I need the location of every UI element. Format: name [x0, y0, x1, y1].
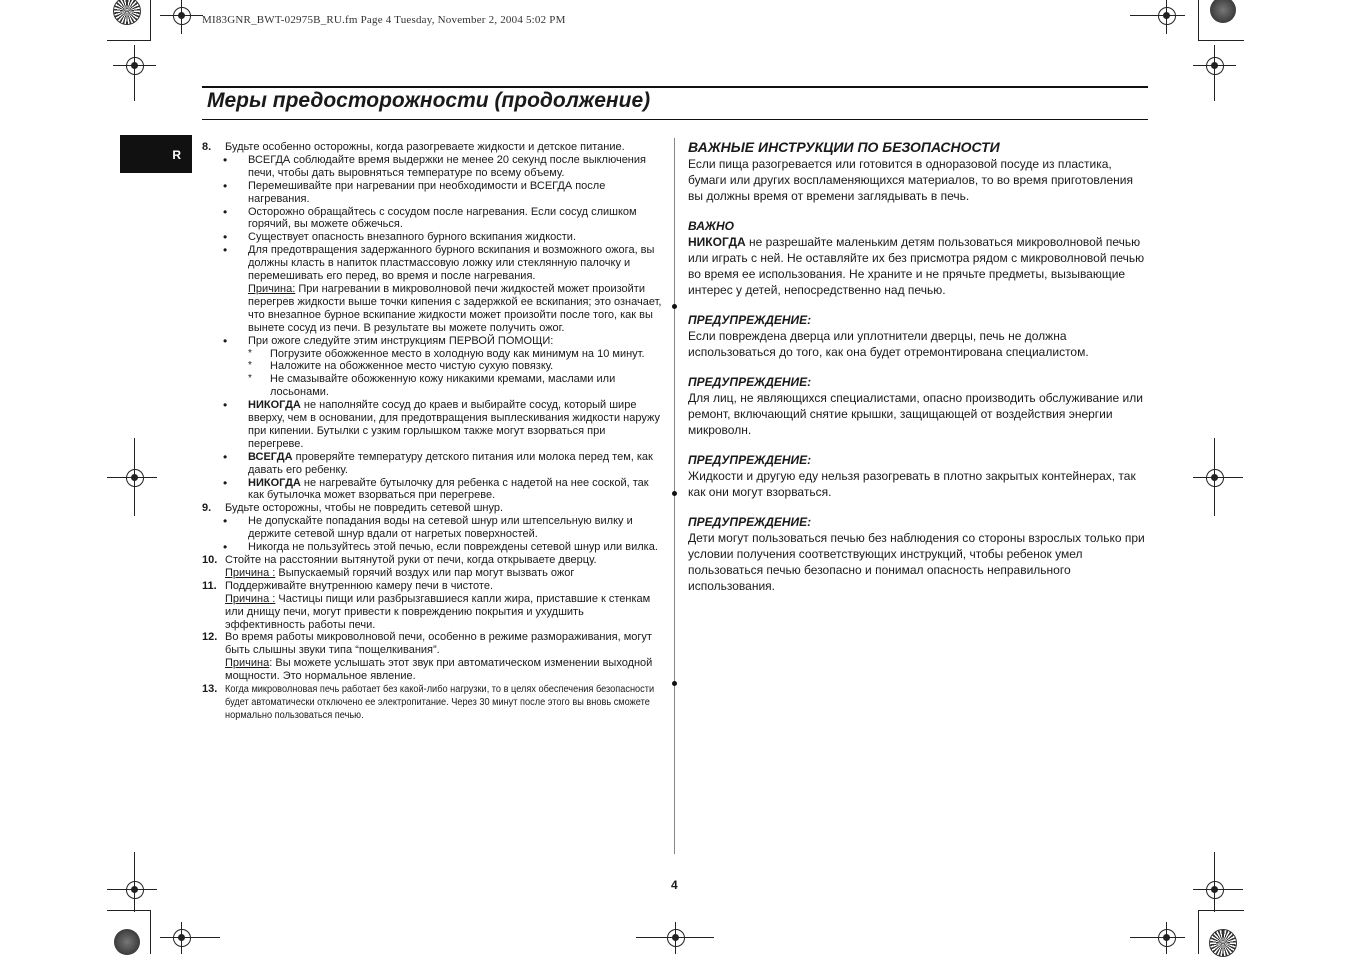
right-column	[688, 138, 1148, 594]
bullet-text: не наполняйте сосуд до краев и выбирайте сосуд, который шире вверху, чем в основании, для предотвращения выплескивания жидкости наружу при кипении. Бутылки с узким горлышком также могут взорваться при перегреве.	[248, 399, 660, 450]
item-text: Будьте осторожны, чтобы не повредить сетевой шнур.	[225, 502, 504, 515]
emphasis: НИКОГДА	[688, 235, 746, 249]
color-bar-dark-icon	[114, 929, 140, 955]
warning-paragraph: Если повреждена дверца или уплотнители дверцы, печь не должна использоваться до того, как она будет отремонтирована специалистом.	[688, 329, 1089, 359]
item-text: Поддерживайте внутреннюю камеру печи в чистоте.	[225, 579, 494, 592]
bullet-item: • Осторожно обращайтесь с сосудом после нагревания. Если сосуд слишком горячий, вы можете обжечься.	[202, 206, 662, 232]
list-item-11	[202, 580, 662, 593]
bullet-item: • Перемешивайте при нагревании при необходимости и ВСЕГДА после нагревания.	[202, 180, 662, 206]
color-bar-swirl-icon	[113, 0, 141, 25]
reason-block	[202, 283, 662, 335]
bullet-item	[202, 399, 662, 451]
reason-label: Причина:	[248, 282, 296, 295]
list-item-10	[202, 554, 662, 567]
crop-line	[107, 40, 151, 41]
reason-text: : Вы можете услышать этот звук при автоматическом изменении выходной мощности. Это нормальное явление.	[225, 657, 653, 683]
list-item-12	[202, 631, 662, 657]
item-text: Во время работы микроволновой печи, особенно в режиме размораживания, могут быть слышны звуки типа “пощелкивания”.	[225, 631, 652, 657]
item-number: 11.	[202, 579, 217, 592]
bullet-item: • При ожоге следуйте этим инструкциям ПЕРВОЙ ПОМОЩИ:	[202, 335, 662, 348]
page-number: 4	[671, 878, 678, 892]
important-paragraph	[688, 234, 1148, 298]
emphasis: НИКОГДА	[248, 399, 301, 412]
warning-heading: ПРЕДУПРЕЖДЕНИЕ:	[688, 313, 812, 327]
reason-text: При нагревании в микроволновой печи жидкостей может произойти перегрев жидкости выше точки кипения с задержкой ее вскипания; это означает, что внезапное бурное вскипание жидкости может произойти после того, как вы вынете сосуд из печи. В результате вы можете получить ожог.	[248, 282, 662, 334]
list-item-9	[202, 502, 662, 515]
list-item-13	[202, 683, 662, 722]
first-aid-item: * Не смазывайте обожженную кожу никакими кремами, маслами или лосьонами.	[202, 373, 662, 399]
bullet-dot-icon	[672, 304, 677, 309]
item-number: 10.	[202, 554, 218, 566]
reason-text: Частицы пищи или разбрызгавшиеся капли жира, приставшие к стенкам или днищу печи, могут привести к повреждению покрытия и ухудшить эффективность работы печи.	[225, 592, 651, 631]
item-number: 12.	[202, 631, 218, 644]
first-aid-item: * Наложите на обожженное место чистую сухую повязку.	[202, 360, 662, 373]
reason-label: Причина :	[225, 566, 276, 579]
emphasis: НИКОГДА	[248, 476, 301, 489]
reason-block	[202, 567, 662, 580]
important-heading: ВАЖНО	[688, 219, 735, 233]
item-number: 9.	[202, 502, 212, 515]
warning-paragraph: Для лиц, не являющихся специалистами, опасно производить обслуживание или ремонт, включающий снятие крышки, защищающей от воздействия энергии микроволн.	[688, 391, 1143, 437]
title-rule-top	[202, 86, 1148, 88]
left-column	[202, 141, 662, 722]
reason-label: Причина :	[225, 592, 276, 605]
first-aid-item: * Погрузите обожженное место в холодную воду как минимум на 10 минут.	[202, 348, 662, 361]
bullet-item: • Существует опасность внезапного бурного вскипания жидкости.	[202, 231, 662, 244]
item-number: 8.	[202, 141, 212, 153]
crop-line	[1198, 40, 1244, 41]
item-text: Когда микроволновая печь работает без какой-либо нагрузки, то в целях обеспечения безопасности будет автоматически отключено ее электропитание. Через 30 минут после этого вы вновь сможете нормально пользоваться печью.	[225, 684, 655, 722]
color-bar-swirl-icon	[1209, 929, 1237, 957]
item-text: Будьте особенно осторожны, когда разогреваете жидкости и детское питание.	[225, 141, 625, 153]
reason-block	[202, 657, 662, 683]
warning-heading: ПРЕДУПРЕЖДЕНИЕ:	[688, 515, 812, 529]
warning-heading: ПРЕДУПРЕЖДЕНИЕ:	[688, 375, 812, 389]
reason-block	[202, 593, 662, 632]
bullet-item: • Никогда не пользуйтесь этой печью, если повреждены сетевой шнур или вилка.	[202, 541, 662, 554]
safety-heading: ВАЖНЫЕ ИНСТРУКЦИИ ПО БЕЗОПАСНОСТИ	[688, 139, 1000, 155]
reason-label: Причина	[225, 657, 270, 670]
warning-heading: ПРЕДУПРЕЖДЕНИЕ:	[688, 453, 812, 467]
bullet-item	[202, 451, 662, 477]
crop-line	[1198, 910, 1244, 911]
bullet-text: проверяйте температуру детского питания или молока перед тем, как давать его ребенку.	[248, 450, 653, 476]
list-item-8	[202, 141, 662, 154]
bullet-item: • Для предотвращения задержанного бурного вскипания и возможного ожога, вы должны класть в напиток пластмассовую ложку или стеклянную палочку и перемешивать его перед, во время и после нагревания.	[202, 244, 662, 283]
bullet-text: не нагревайте бутылочку для ребенка с надетой на нее соской, так как бутылочка может взорваться при перегреве.	[248, 476, 649, 502]
file-info-header: MI83GNR_BWT-02975B_RU.fm Page 4 Tuesday, November 2, 2004 5:02 PM	[202, 14, 566, 26]
bullet-item: • ВСЕГДА соблюдайте время выдержки не менее 20 секунд после выключения печи, чтобы дать выровняться температуре по всему объему.	[202, 154, 662, 180]
crop-line	[150, 0, 151, 40]
crop-line	[1198, 910, 1199, 954]
title-rule-bottom	[202, 119, 1148, 120]
language-tab	[120, 135, 192, 173]
intro-paragraph: Если пища разогревается или готовится в одноразовой посуде из пластика, бумаги или других воспламеняющихся материалов, то во время приготовления вы должны время от времени заглядывать в печь.	[688, 157, 1133, 203]
item-text: Стойте на расстоянии вытянутой руки от печи, когда открываете дверцу.	[225, 554, 597, 566]
bullet-item: • Не допускайте попадания воды на сетевой шнур или штепсельную вилку и держите сетевой шнур вдали от нагретых поверхностей.	[202, 515, 662, 541]
bullet-item	[202, 477, 662, 503]
emphasis: ВСЕГДА	[248, 450, 293, 463]
reason-text: Выпускаемый горячий воздух или пар могут вызвать ожог	[275, 566, 575, 579]
crop-line	[1198, 0, 1199, 40]
item-number: 13.	[202, 683, 218, 696]
language-tab-label: R	[172, 148, 181, 162]
color-bar-dark-icon	[1210, 0, 1236, 23]
column-divider	[674, 138, 675, 854]
crop-line	[107, 910, 151, 911]
warning-paragraph: Жидкости и другую еду нельзя разогревать в плотно закрытых контейнерах, так как они могут взорваться.	[688, 469, 1136, 499]
bullet-dot-icon	[672, 681, 677, 686]
important-text: не разрешайте маленьким детям пользоваться микроволновой печью или играть с ней. Не оставляйте их без присмотра рядом с микроволновой печью во время ее использования. Не храните и не прячьте предметы, вызывающие интерес у детей, непосредственно над печью.	[688, 235, 1145, 297]
warning-paragraph: Дети могут пользоваться печью без наблюдения со стороны взрослых только при условии получения соответствующих инструкций, чтобы ребенок умел пользоваться печью безопасно и понимал опасность неправильного использования.	[688, 531, 1145, 593]
bullet-dot-icon	[672, 491, 677, 496]
page-title: Меры предосторожности (продолжение)	[207, 89, 651, 112]
crop-line	[150, 910, 151, 954]
